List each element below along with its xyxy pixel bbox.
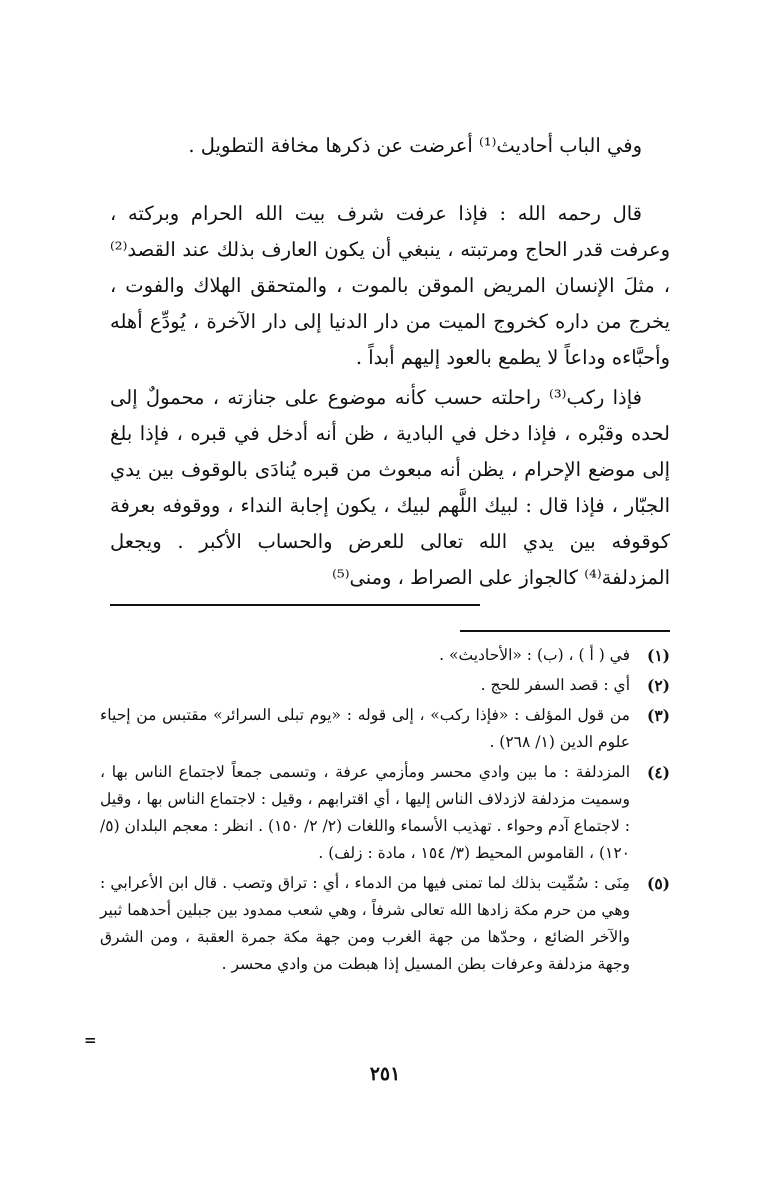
paragraph-2: قال رحمه الله : فإذا عرفت شرف بيت الله الحرام وبركته ، وعرفت قدر الحاج ومرتبته ، ينبغي أن يكون العارف بذلك عند القصد⁽²⁾ ، مثلَ الإنسان المريض الموقن بالموت ، والمتحقق الهلاك والفوت ، يخرج من داره كخروج الميت من دار الدنيا إلى دار الآخرة ، يُودِّع أهله وأحبَّاءه وداعاً لا يطمع بالعود إليهم أبداً .	[110, 202, 670, 369]
paragraph-1: وفي الباب أحاديث⁽¹⁾ أعرضت عن ذكرها مخافة التطويل .	[188, 134, 642, 157]
page-number: ٢٥١	[369, 1063, 401, 1085]
footnote-5	[100, 870, 670, 978]
footnote-text: المزدلفة : ما بين وادي محسر ومأزمي عرفة ، وتسمى جمعاً لاجتماع الناس بها ، وسميت مزدلفة لازدلاف الناس إليها ، أي اقترابهم ، وقيل : لاجتماع الناس بها ، وقيل : لاجتماع آدم وحواء . تهذيب الأسماء واللغات (٢/ ٢/ ١٥٠) . انظر : معجم البلدان (٥/ ١٢٠) ، القاموس المحيط (٣/ ١٥٤ ، مادة : زلف) .	[100, 763, 630, 862]
footnote-1	[100, 642, 670, 669]
footnote-2	[100, 672, 670, 699]
footnote-text: من قول المؤلف : «فإذا ركب» ، إلى قوله : «يوم تبلى السرائر» مقتبس من إحياء علوم الدين (١/ ٢٦٨) .	[100, 706, 630, 751]
paragraph-3: فإذا ركب⁽³⁾ راحلته حسب كأنه موضوع على جنازته ، محمولٌ إلى لحده وقبْره ، فإذا دخل في البادية ، ظن أنه أدخل في قبره ، فإذا بلغ إلى موضع الإحرام ، يظن أنه مبعوث من قبره يُنادَى بالوقوف بين يدي الجبّار ، فإذا قال : لبيك اللَّهم لبيك ، يكون إجابة النداء ، ووقوفه بعرفة كوقوفه بين يدي الله تعالى للعرض والحساب الأكبر . ويجعل المزدلفة⁽⁴⁾ كالجواز على الصراط ، ومنى⁽⁵⁾	[110, 386, 670, 589]
footnote-text: في ( أ ) ، (ب) : «الأحاديث» .	[439, 646, 630, 664]
footnotes-section	[100, 642, 670, 981]
continuation-mark: =	[84, 1031, 97, 1049]
footnote-4	[100, 759, 670, 867]
footnote-number: (٣)	[646, 706, 670, 725]
footnote-number: (٢)	[646, 676, 670, 695]
footnote-separator	[460, 630, 670, 632]
footnote-number: (٤)	[646, 763, 670, 782]
footnote-number: (١)	[646, 646, 670, 665]
footnote-3	[100, 702, 670, 756]
footnote-text: مِنَى : سُمِّيت بذلك لما تمنى فيها من الدماء ، أي : تراق وتصب . قال ابن الأعرابي : وهي من حرم مكة زادها الله تعالى شرفاً ، وهي شعب ممدود بين جبلين أحدهما ثبير والآخر الضائع ، وحدّها من جهة الغرب ومن جهة مكة جمرة العقبة ، ومن الشرق وجهة مزدلفة وعرفات بطن المسيل إذا هبطت من وادي محسر .	[100, 874, 630, 973]
continuation-rule	[110, 604, 480, 606]
footnote-text: أي : قصد السفر للحج .	[480, 676, 630, 694]
footnote-number: (٥)	[646, 874, 670, 893]
